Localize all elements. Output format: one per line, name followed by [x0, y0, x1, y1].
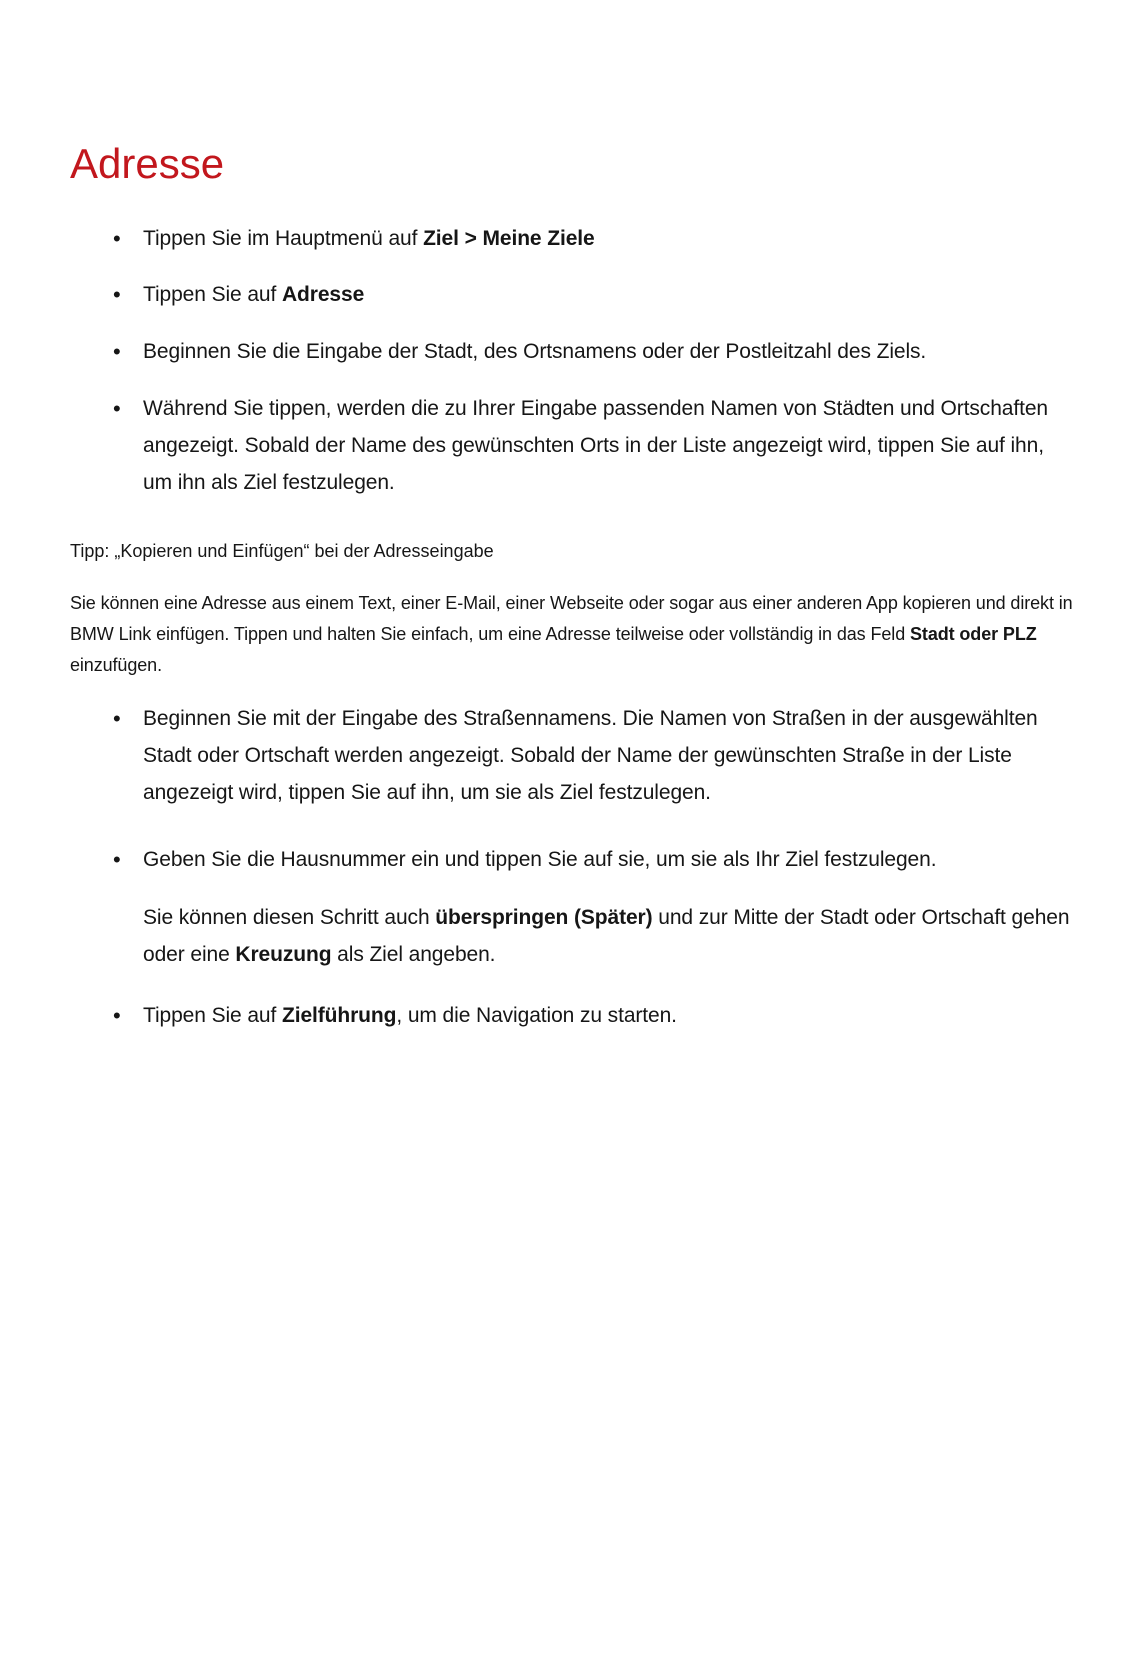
bullet-text: Tippen Sie auf Zielführung, um die Navigation zu starten.	[143, 1004, 677, 1027]
bullet-text: Beginnen Sie die Eingabe der Stadt, des Ortsnamens oder der Postleitzahl des Ziels.	[143, 340, 927, 363]
tip-heading: Tipp: „Kopieren und Einfügen“ bei der Adresseingabe	[70, 541, 494, 561]
page-title: Adresse	[70, 140, 225, 187]
bullet-icon: •	[113, 339, 121, 364]
bullet-icon: •	[113, 1003, 121, 1028]
note-paragraph: Sie können diesen Schritt auch überspringen (Später) und zur Mitte der Stadt oder Ortschaft gehen oder eine Kreuzung als Ziel angeben.	[143, 906, 1070, 966]
bullet-item-step-2	[70, 276, 1075, 313]
bullet-item-step-5	[70, 700, 1075, 811]
bullet-icon: •	[113, 282, 121, 307]
bullet-item-step-3	[70, 333, 1075, 370]
bullet-text: Geben Sie die Hausnummer ein und tippen Sie auf sie, um sie als Ihr Ziel festzulegen.	[143, 848, 937, 871]
bullet-text: Beginnen Sie mit der Eingabe des Straßennamens. Die Namen von Straßen in der ausgewählten Stadt oder Ortschaft werden angezeigt. Sobald der Name der gewünschten Straße in der Liste angezeigt wird, tippen Sie auf ihn, um sie als Ziel festzulegen.	[143, 707, 1038, 804]
bullet-text: Während Sie tippen, werden die zu Ihrer Eingabe passenden Namen von Städten und Ortschaften angezeigt. Sobald der Name des gewünschten Orts in der Liste angezeigt wird, tippen Sie auf ihn, um ihn als Ziel festzulegen.	[143, 397, 1048, 494]
bullet-icon: •	[113, 847, 121, 872]
bullet-text: Tippen Sie im Hauptmenü auf Ziel > Meine Ziele	[143, 227, 595, 250]
bullet-item-step-4	[70, 390, 1075, 501]
bullet-icon: •	[113, 706, 121, 731]
tip-body-paragraph: Sie können eine Adresse aus einem Text, einer E-Mail, einer Webseite oder sogar aus einer anderen App kopieren und direkt in BMW Link einfügen. Tippen und halten Sie einfach, um eine Adresse teilweise oder vollständig in das Feld Stadt oder PLZ einzufügen.	[70, 593, 1073, 675]
bullet-item-step-6	[70, 841, 1075, 878]
bullet-item-step-7	[70, 997, 1075, 1034]
bullet-icon: •	[113, 396, 121, 421]
bullet-text: Tippen Sie auf Adresse	[143, 283, 365, 306]
bullet-item-step-1	[70, 220, 1075, 257]
bullet-icon: •	[113, 226, 121, 251]
